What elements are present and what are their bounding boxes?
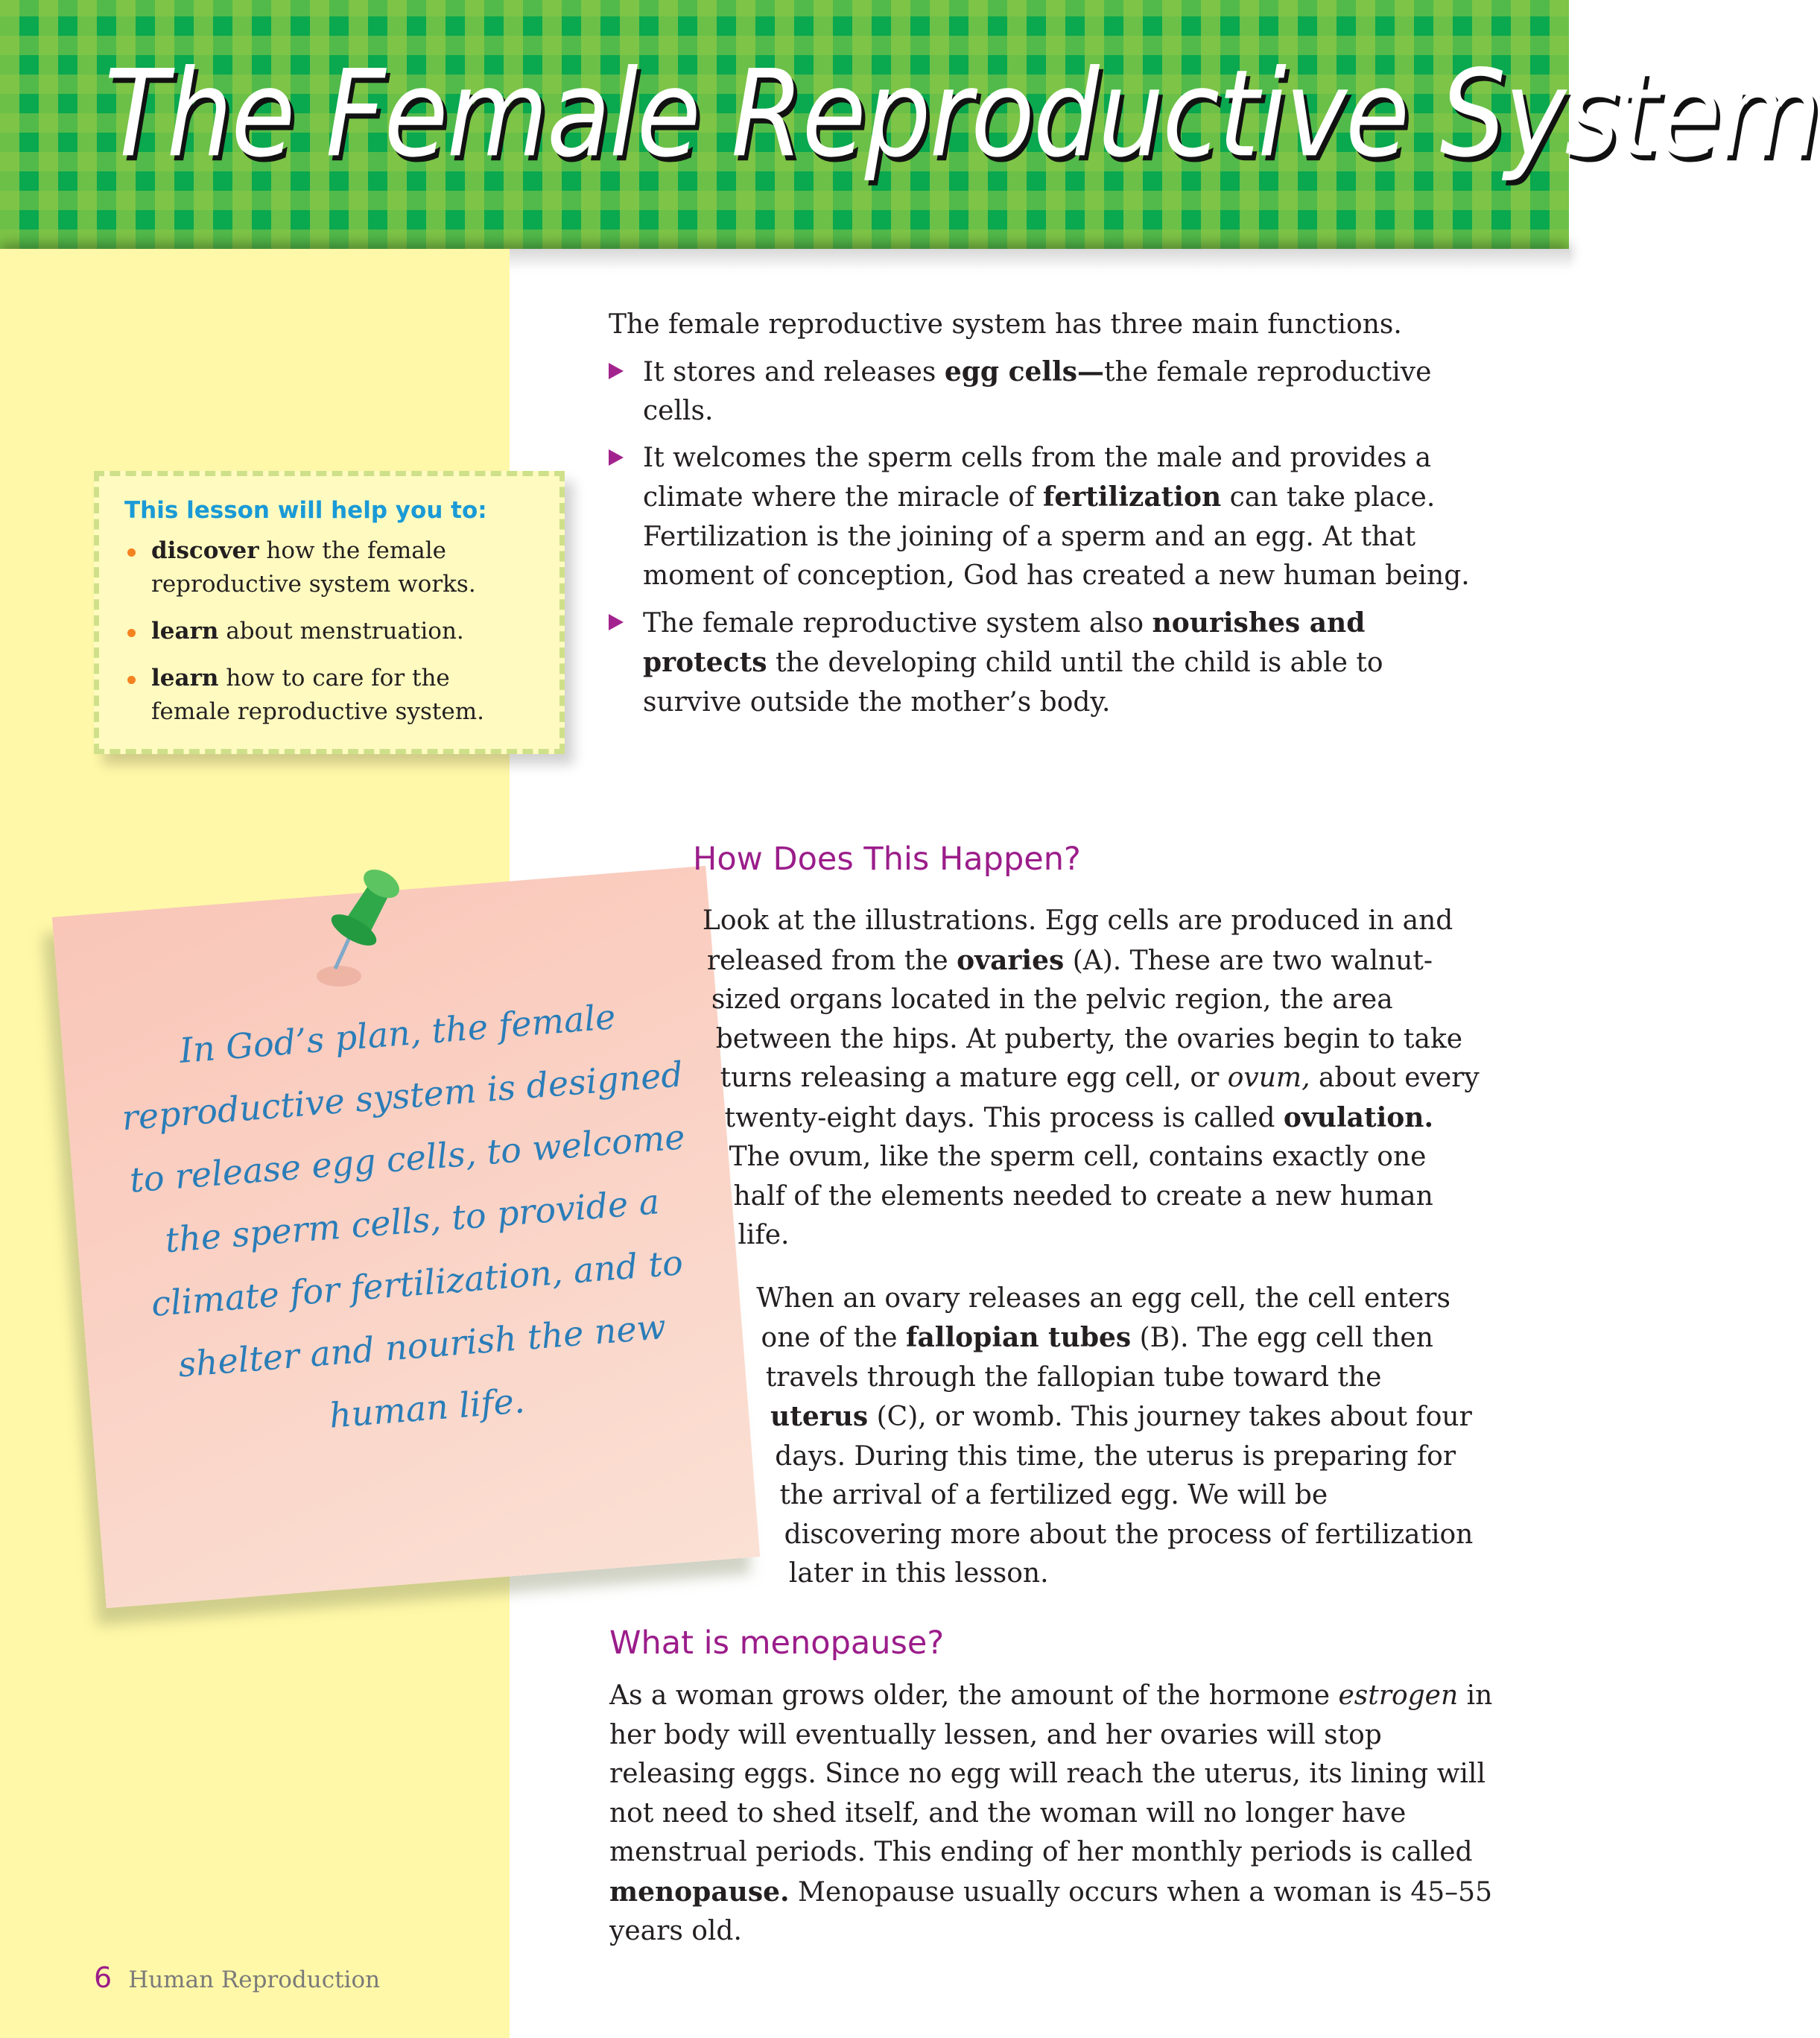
text-run: how to care for the female reproductive system. xyxy=(151,665,484,725)
text-run: the female reproductive cells. xyxy=(643,356,1432,426)
text-run: (B). The egg cell then travels through the fallopian tube toward the xyxy=(765,1323,1433,1393)
function-item xyxy=(609,352,1480,431)
book-title: Human Reproduction xyxy=(128,1966,381,1993)
how-section xyxy=(697,902,1486,1631)
section-heading-menopause: What is menopause? xyxy=(609,1624,945,1662)
rich-text xyxy=(151,665,484,725)
text-run: When an ovary releases an egg cell, the cell enters one of the xyxy=(756,1282,1450,1353)
bold-term: nourishes and protects xyxy=(643,607,1366,678)
rich-text xyxy=(703,905,1480,1250)
title-banner xyxy=(0,0,1820,249)
italic-term: estrogen xyxy=(1338,1680,1459,1711)
page-footer xyxy=(94,1961,380,1994)
text-run: the developing child until the child is able to survive outside the mother’s body. xyxy=(643,648,1383,718)
menopause-section xyxy=(609,1677,1496,1952)
text-run: about every twenty-eight days. This process is called xyxy=(724,1063,1480,1133)
bold-term: ovaries xyxy=(957,944,1065,976)
rich-text xyxy=(151,537,476,598)
intro-section xyxy=(609,306,1480,730)
objective-item xyxy=(124,662,534,729)
italic-term: ovum, xyxy=(1227,1063,1310,1093)
paragraph xyxy=(609,1677,1496,1952)
bold-term: discover xyxy=(151,537,259,564)
text-run: It welcomes the sperm cells from the male and provides a climate where the miracle of xyxy=(643,442,1432,513)
page-title: The Female Reproductive System xyxy=(104,45,1820,185)
text-run: in her body will eventually lessen, and her ovaries will stop releasing eggs. Since no egg will reach the uterus, its lining will not need to shed itself, and the woman will no longer have menstrual periods. This ending of her monthly periods is called xyxy=(609,1680,1493,1867)
text-run: about menstruation. xyxy=(218,618,464,645)
text-run: can take place. Fertilization is the joining of a sperm and an egg. At that moment of conception, God has created a new human being. xyxy=(643,482,1470,591)
bold-term: menopause. xyxy=(609,1876,790,1908)
paragraph xyxy=(697,1279,1486,1594)
pushpin-icon xyxy=(298,857,410,1006)
bold-term: ovulation. xyxy=(1283,1101,1433,1133)
text-run: Menopause usually occurs when a woman is 45–55 years old. xyxy=(609,1876,1492,1946)
rich-text xyxy=(151,618,464,645)
page-number: 6 xyxy=(94,1961,112,1994)
function-item xyxy=(609,604,1480,723)
bold-term: egg cells— xyxy=(944,355,1105,387)
lesson-objectives-box xyxy=(94,471,565,754)
bold-term: fertilization xyxy=(1042,481,1222,513)
text-run: It stores and releases xyxy=(643,356,945,387)
lesson-objectives-title: This lesson will help you to: xyxy=(124,497,487,524)
rich-text xyxy=(756,1283,1473,1589)
objective-item xyxy=(124,615,534,648)
text-run: As a woman grows older, the amount of the hormone xyxy=(609,1680,1339,1711)
section-heading-how: How Does This Happen? xyxy=(693,841,1081,878)
bold-term: fallopian tubes xyxy=(905,1322,1132,1353)
rich-text xyxy=(643,443,1470,592)
bold-term: learn xyxy=(151,665,219,692)
text-run: how the female reproductive system works. xyxy=(151,537,476,598)
text-run: (C), or womb. This journey takes about four days. During this time, the uterus is preparing for the arrival of a fertilized egg. We will be discovering more about the process of fertilization later in this lesson. xyxy=(775,1402,1474,1589)
triangle-bullet-icon xyxy=(609,363,624,379)
triangle-bullet-icon xyxy=(609,449,624,466)
bold-term: uterus xyxy=(770,1401,869,1432)
text-run: The ovum, like the sperm cell, contains exactly one half of the elements needed to create a new human life. xyxy=(729,1142,1433,1250)
objectives-list xyxy=(124,534,534,729)
bold-term: learn xyxy=(151,618,219,645)
text-run: (A). These are two walnut-sized organs located in the pelvic region, the area between the hips. At puberty, the ovaries begin to take turns releasing a mature egg cell, or xyxy=(711,945,1463,1093)
rich-text xyxy=(609,1680,1492,1946)
intro-lead: The female reproductive system has three main functions. xyxy=(609,309,1402,340)
rich-text xyxy=(643,608,1383,718)
bullet-dot-icon xyxy=(127,676,136,684)
functions-list xyxy=(609,352,1480,723)
bullet-dot-icon xyxy=(127,629,136,637)
rich-text xyxy=(643,357,1431,427)
text-run: Look at the illustrations. Egg cells are produced in and released from the xyxy=(702,905,1453,976)
bullet-dot-icon xyxy=(127,548,136,557)
text-run: The female reproductive system also xyxy=(643,607,1152,639)
note-quote: In God’s plan, the female reproductive system is designed to release egg cells, to welcome the sperm cells, to provide a climate for fertilization, and to shelter and nourish the new human life. xyxy=(120,996,687,1436)
function-item xyxy=(609,439,1480,596)
paragraph xyxy=(697,902,1486,1256)
banner-shadow xyxy=(510,249,1569,271)
objective-item xyxy=(124,534,534,601)
triangle-bullet-icon xyxy=(609,614,624,630)
